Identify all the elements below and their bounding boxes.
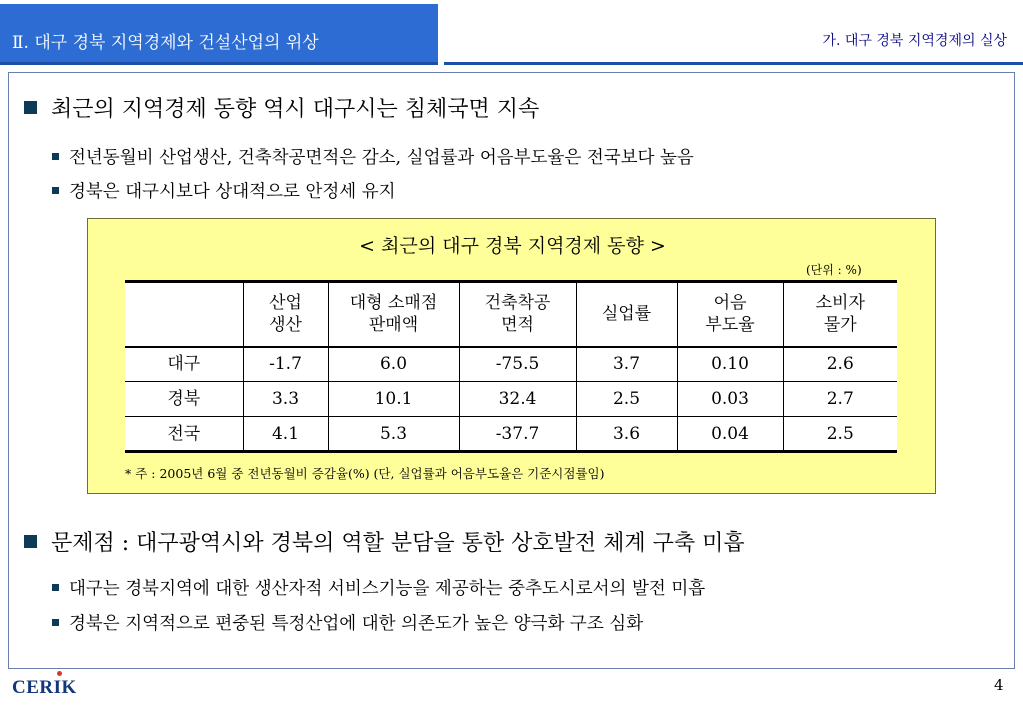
small-square-bullet-icon: [52, 153, 59, 160]
table-cell: 3.3: [243, 382, 328, 417]
table-cell: 3.7: [576, 347, 677, 382]
section2-bullet-2: [52, 610, 643, 635]
table-cell: 0.10: [677, 347, 783, 382]
table-column-header: 실업률: [576, 282, 677, 347]
table-cell: -75.5: [459, 347, 576, 382]
section2-heading-text: 문제점 : 대구광역시와 경북의 역할 분담을 통한 상호발전 체계 구축 미흡: [51, 531, 745, 556]
section2-bullet-text: 경북은 지역적으로 편중된 특정산업에 대한 의존도가 높은 양극화 구조 심화: [69, 614, 644, 634]
page-number: 4: [994, 676, 1004, 694]
table-cell: 2.5: [576, 382, 677, 417]
table-column-header: 소비자 물가: [783, 282, 897, 347]
table-row: [125, 417, 897, 452]
section2-heading: [24, 526, 745, 557]
panel-title: < 최근의 대구 경북 지역경제 동향 >: [359, 235, 666, 257]
table-cell: -1.7: [243, 347, 328, 382]
table-row-label: 대구: [125, 347, 243, 382]
table-row-label: 전국: [125, 417, 243, 452]
table-header-row: [125, 282, 897, 347]
subsection-title: 가. 대구 경북 지역경제의 실상: [822, 33, 1007, 49]
table-cell: 3.6: [576, 417, 677, 452]
economic-trend-table: [125, 280, 897, 453]
unit-label: (단위 : %): [806, 263, 862, 277]
square-bullet-icon: [24, 535, 37, 548]
table-column-header: 산업 생산: [243, 282, 328, 347]
table-cell: 32.4: [459, 382, 576, 417]
section1-bullet-text: 전년동월비 산업생산, 건축착공면적은 감소, 실업률과 어음부도율은 전국보다 높음: [69, 148, 694, 168]
small-square-bullet-icon: [52, 187, 59, 194]
table-column-header: 어음 부도율: [677, 282, 783, 347]
table-cell: -37.7: [459, 417, 576, 452]
table-cell: 10.1: [328, 382, 459, 417]
section-title-bar: [0, 4, 438, 65]
table-cell: 2.5: [783, 417, 897, 452]
section1-bullet-2: [52, 178, 396, 203]
table-cell: 4.1: [243, 417, 328, 452]
slide-header: [0, 0, 1023, 62]
section2-bullet-1: [52, 575, 705, 600]
table-cell: 0.04: [677, 417, 783, 452]
table-row: [125, 382, 897, 417]
table-cell: 6.0: [328, 347, 459, 382]
table-column-header: 건축착공 면적: [459, 282, 576, 347]
logo-dot-icon: [57, 671, 62, 676]
table-column-header: 대형 소매점 판매액: [328, 282, 459, 347]
section1-heading-text: 최근의 지역경제 동향 역시 대구시는 침체국면 지속: [51, 97, 540, 122]
table-corner-cell: [125, 282, 243, 347]
table-cell: 5.3: [328, 417, 459, 452]
table-row: [125, 347, 897, 382]
table-cell: 2.7: [783, 382, 897, 417]
economic-trend-panel: [87, 218, 936, 494]
table-row-label: 경북: [125, 382, 243, 417]
cerik-logo: CERIK: [12, 677, 77, 698]
section1-bullet-text: 경북은 대구시보다 상대적으로 안정세 유지: [69, 182, 396, 202]
table-cell: 0.03: [677, 382, 783, 417]
section1-heading: [24, 92, 539, 123]
small-square-bullet-icon: [52, 619, 59, 626]
table-note: * 주 : 2005년 6월 중 전년동월비 증감율(%) (단, 실업률과 어음부도율은 기준시점률임): [125, 466, 605, 481]
section-title: Ⅱ. 대구 경북 지역경제와 건설산업의 위상: [12, 33, 319, 53]
section1-bullet-1: [52, 144, 694, 169]
small-square-bullet-icon: [52, 584, 59, 591]
subsection-title-bar: [444, 4, 1023, 65]
section2-bullet-text: 대구는 경북지역에 대한 생산자적 서비스기능을 제공하는 중추도시로서의 발전 미흡: [69, 579, 706, 599]
table-cell: 2.6: [783, 347, 897, 382]
square-bullet-icon: [24, 101, 37, 114]
